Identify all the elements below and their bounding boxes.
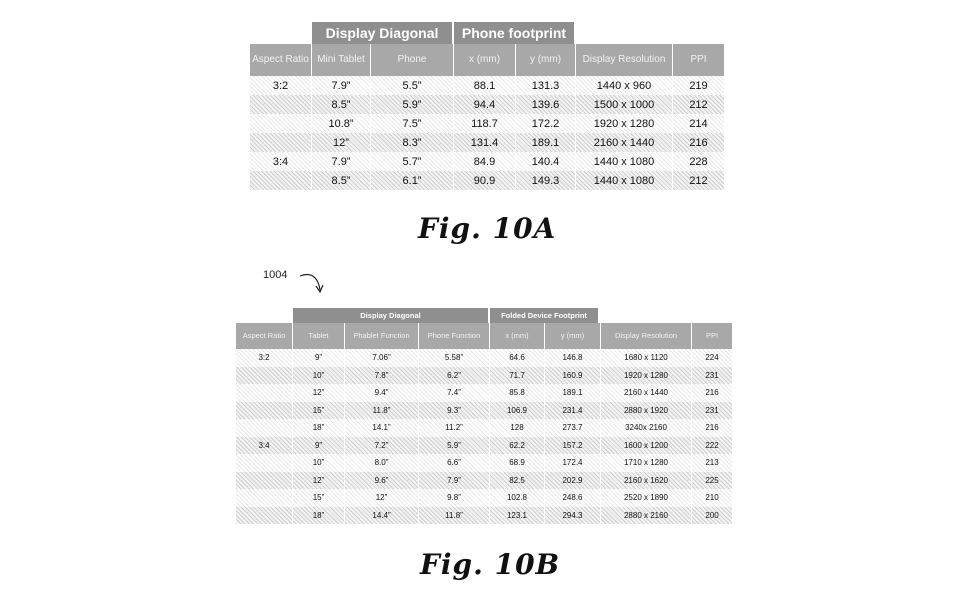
table-cell: 5.7”: [371, 152, 454, 171]
table-row: [236, 367, 732, 385]
table-cell: 149.3: [516, 171, 576, 190]
table-cell: 131.3: [516, 76, 576, 95]
column-header: y (mm): [545, 323, 601, 349]
table-cell: [236, 367, 293, 385]
group-header-row: [236, 308, 732, 323]
table-cell: 11.8”: [345, 402, 419, 420]
table-row: [250, 152, 724, 171]
table-fig-10a: [250, 22, 724, 190]
table-cell: 2160 x 1620: [601, 472, 692, 490]
table-cell: [236, 419, 293, 437]
column-header: x (mm): [454, 44, 516, 76]
table-cell: 228: [689, 155, 708, 168]
table-row: [236, 472, 732, 490]
table-cell: 11.8”: [419, 507, 490, 525]
table-cell: 14.4”: [345, 507, 419, 525]
table-cell: 216: [705, 388, 719, 398]
column-header: Phablet Function: [345, 323, 419, 349]
table-cell: 1710 x 1280: [601, 454, 692, 472]
table-cell: 7.5”: [371, 114, 454, 133]
table-cell: 118.7: [454, 114, 516, 133]
table-cell: 12”: [293, 384, 345, 402]
table-cell: 3:4: [250, 152, 312, 171]
table-cell: 6.2”: [419, 367, 490, 385]
table-cell: 84.9: [454, 152, 516, 171]
table-cell: [236, 507, 293, 525]
column-header: y (mm): [516, 44, 576, 76]
table-cell: 9”: [293, 349, 345, 367]
column-header: PPI: [673, 44, 724, 76]
table-cell: 128: [490, 419, 545, 437]
table-cell: 9.8”: [419, 489, 490, 507]
table-cell: 94.4: [454, 95, 516, 114]
group-spacer: [236, 308, 293, 323]
table-cell: 6.1”: [371, 171, 454, 190]
table-cell: 64.6: [490, 349, 545, 367]
column-header: Tablet: [293, 323, 345, 349]
table-cell: 90.9: [454, 171, 516, 190]
table-cell: [250, 95, 312, 114]
table-cell: 1600 x 1200: [601, 437, 692, 455]
table-row: [236, 454, 732, 472]
column-header: Phone: [371, 44, 454, 76]
table-cell: 1920 x 1280: [576, 114, 673, 133]
table-cell: 2520 x 1890: [601, 489, 692, 507]
column-header-row: [236, 323, 732, 349]
table-cell: [250, 171, 312, 190]
table-cell: 219: [689, 79, 708, 92]
table-cell: 3240x 2160: [601, 419, 692, 437]
table-cell: 7.9”: [312, 152, 371, 171]
group-header-display-diagonal: Display Diagonal: [312, 22, 454, 44]
table-cell: 62.2: [490, 437, 545, 455]
table-cell: 294.3: [545, 507, 601, 525]
table-cell: 216: [689, 136, 708, 149]
table-cell: 102.8: [490, 489, 545, 507]
table-cell: 88.1: [454, 76, 516, 95]
column-header: Phone Function: [419, 323, 490, 349]
figure-caption-10a: Fig. 10A: [418, 212, 557, 245]
column-header: Display Resolution: [576, 44, 673, 76]
figure-caption-10b: Fig. 10B: [420, 548, 561, 581]
table-cell: 5.9”: [371, 95, 454, 114]
table-cell: 2160 x 1440: [601, 384, 692, 402]
table-cell: 2880 x 2160: [601, 507, 692, 525]
table-cell: 14.1”: [345, 419, 419, 437]
table-cell: 18”: [293, 419, 345, 437]
table-cell: [236, 454, 293, 472]
table-cell: 210: [705, 493, 719, 503]
column-header: PPI: [692, 323, 732, 349]
table-cell: 5.5”: [371, 76, 454, 95]
column-header-row: [250, 44, 724, 76]
table-cell: 1440 x 960: [576, 76, 673, 95]
table-cell: 10”: [293, 454, 345, 472]
table-cell: 7.9”: [419, 472, 490, 490]
table-cell: 12”: [345, 489, 419, 507]
table-cell: 172.4: [545, 454, 601, 472]
table-cell: 231: [705, 405, 719, 415]
table-cell: 1440 x 1080: [576, 171, 673, 190]
table-cell: 8.5”: [312, 95, 371, 114]
table-cell: 224: [705, 353, 719, 363]
table-row: [250, 95, 724, 114]
table-cell: 131.4: [454, 133, 516, 152]
table-cell: 15”: [293, 489, 345, 507]
table-cell: 18”: [293, 507, 345, 525]
table-cell: 12”: [293, 472, 345, 490]
table-cell: 213: [705, 458, 719, 468]
table-cell: 9.6”: [345, 472, 419, 490]
table-cell: 6.6”: [419, 454, 490, 472]
table-cell: 10.8”: [312, 114, 371, 133]
table-body: [236, 349, 732, 524]
table-row: [250, 114, 724, 133]
column-header: Display Resolution: [601, 323, 692, 349]
table-cell: 231: [705, 370, 719, 380]
table-cell: 160.9: [545, 367, 601, 385]
table-cell: [250, 133, 312, 152]
table-cell: 71.7: [490, 367, 545, 385]
table-cell: 7.2”: [345, 437, 419, 455]
reference-arrow-icon: [298, 270, 326, 296]
table-cell: [236, 384, 293, 402]
table-cell: 12”: [312, 133, 371, 152]
table-cell: 248.6: [545, 489, 601, 507]
table-cell: [236, 489, 293, 507]
table-row: [250, 171, 724, 190]
table-cell: 214: [689, 117, 708, 130]
table-cell: 139.6: [516, 95, 576, 114]
group-header-row: [250, 22, 724, 44]
table-cell: 1440 x 1080: [576, 152, 673, 171]
group-header-folded-device-footprint: Folded Device Footprint: [490, 308, 600, 323]
group-header-phone-footprint: Phone footprint: [454, 22, 576, 44]
table-cell: 189.1: [545, 384, 601, 402]
table-cell: 85.8: [490, 384, 545, 402]
table-cell: 123.1: [490, 507, 545, 525]
column-header: Aspect Ratio: [236, 323, 293, 349]
table-cell: 5.58”: [419, 349, 490, 367]
table-cell: 9.3”: [419, 402, 490, 420]
reference-numeral: 1004: [263, 269, 288, 281]
column-header: Mini Tablet: [312, 44, 371, 76]
table-cell: 2880 x 1920: [601, 402, 692, 420]
table-cell: 212: [689, 98, 708, 111]
table-row: [236, 402, 732, 420]
table-row: [236, 489, 732, 507]
table-cell: 1500 x 1000: [576, 95, 673, 114]
table-cell: 189.1: [516, 133, 576, 152]
table-cell: 212: [689, 174, 708, 187]
table-cell: 172.2: [516, 114, 576, 133]
table-cell: 157.2: [545, 437, 601, 455]
table-cell: 7.4”: [419, 384, 490, 402]
table-cell: 68.9: [490, 454, 545, 472]
table-row: [250, 133, 724, 152]
table-cell: 82.5: [490, 472, 545, 490]
table-cell: 202.9: [545, 472, 601, 490]
table-cell: 200: [705, 510, 719, 520]
column-header: Aspect Ratio: [250, 44, 312, 76]
table-cell: 146.8: [545, 349, 601, 367]
table-cell: 8.5”: [312, 171, 371, 190]
column-header: x (mm): [490, 323, 545, 349]
table-cell: 3:2: [236, 349, 293, 367]
table-row: [236, 349, 732, 367]
table-cell: 106.9: [490, 402, 545, 420]
group-header-display-diagonal: Display Diagonal: [293, 308, 490, 323]
table-cell: 2160 x 1440: [576, 133, 673, 152]
table-cell: 9”: [293, 437, 345, 455]
table-cell: 8.0”: [345, 454, 419, 472]
table-cell: [236, 472, 293, 490]
table-cell: 5.9”: [419, 437, 490, 455]
table-cell: 15”: [293, 402, 345, 420]
table-cell: 3:4: [236, 437, 293, 455]
table-row: [236, 507, 732, 525]
table-cell: 8.3”: [371, 133, 454, 152]
table-row: [250, 76, 724, 95]
table-cell: 225: [705, 475, 719, 485]
table-cell: [236, 402, 293, 420]
table-cell: 3:2: [250, 76, 312, 95]
table-cell: 9.4”: [345, 384, 419, 402]
table-cell: 1920 x 1280: [601, 367, 692, 385]
table-row: [236, 419, 732, 437]
group-spacer: [250, 22, 312, 44]
table-fig-10b: [236, 308, 732, 524]
table-cell: 11.2”: [419, 419, 490, 437]
table-cell: 7.9”: [312, 76, 371, 95]
table-cell: 222: [705, 440, 719, 450]
table-cell: 7.06”: [345, 349, 419, 367]
table-cell: 231.4: [545, 402, 601, 420]
table-cell: 10”: [293, 367, 345, 385]
table-cell: 216: [705, 423, 719, 433]
table-cell: 7.8”: [345, 367, 419, 385]
table-row: [236, 437, 732, 455]
table-cell: 1680 x 1120: [601, 349, 692, 367]
table-cell: 273.7: [545, 419, 601, 437]
table-body: [250, 76, 724, 190]
table-cell: [250, 114, 312, 133]
table-cell: 140.4: [516, 152, 576, 171]
table-row: [236, 384, 732, 402]
